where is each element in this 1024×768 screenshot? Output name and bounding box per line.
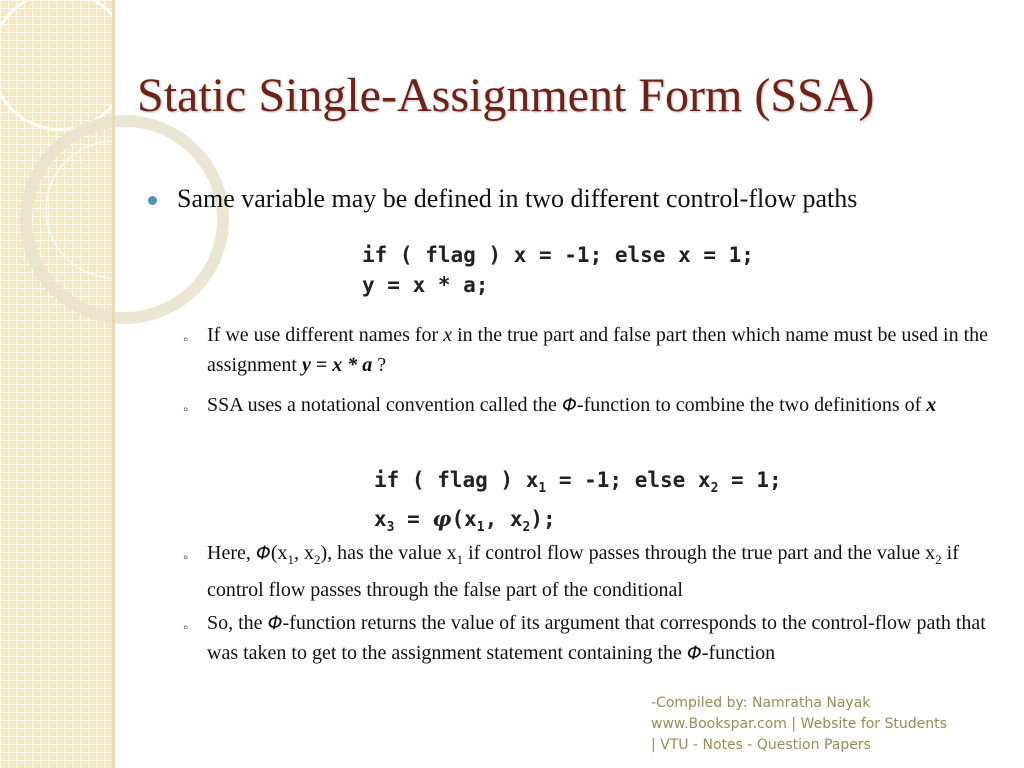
sub-bullet-marker: ◦ bbox=[183, 550, 189, 566]
code-block-2: if ( flag ) $x_1 = -1$; else $x_2 = 1$; $x_3 = \varphi(x_1$, $x_2$); bbox=[374, 468, 782, 536]
code-line: if ( flag ) x = -1; else x = 1; bbox=[362, 243, 754, 267]
phi-symbol: Φ bbox=[561, 394, 577, 416]
side-panel-edge bbox=[112, 0, 115, 768]
footer-line: | VTU - Notes - Question Papers bbox=[651, 737, 871, 753]
sub-bullet-marker: ◦ bbox=[183, 402, 189, 418]
sub-bullet-4: So, the Φ-function returns the value of its argument that corresponds to the control-flow path that was taken to get to the assignment statement containing the Φ-function bbox=[207, 612, 986, 664]
footer-line: -Compiled by: Namratha Nayak bbox=[651, 695, 871, 711]
sub-bullet-1: If we use different names for x in the true part and false part then which name must be used in the assignment y = x * a ? bbox=[207, 324, 989, 376]
decorative-side-panel bbox=[0, 0, 112, 768]
sub-bullet-3: Here, $\Phi(x_1$, $x_2$), has the value $x_1$ if control flow passes through the true part and the value $x_2$ if control flow passes through the false part of the conditional bbox=[207, 542, 959, 601]
sub-bullet-2: SSA uses a notational convention called the Φ-function to combine the two definitions of x bbox=[207, 394, 937, 416]
phi-symbol: Φ bbox=[255, 542, 271, 564]
bullet-dot bbox=[148, 196, 157, 205]
code-block-1 bbox=[362, 240, 754, 300]
bullet-text: Same variable may be defined in two different control-flow paths bbox=[177, 184, 858, 213]
sub-bullet-marker: ◦ bbox=[183, 620, 189, 636]
footer-line: www.Bookspar.com | Website for Students bbox=[651, 716, 947, 732]
phi-symbol: Φ bbox=[686, 642, 702, 664]
footer-credits bbox=[651, 693, 947, 756]
phi-symbol: Φ bbox=[267, 612, 283, 634]
code-line: y = x * a; bbox=[362, 273, 489, 297]
sub-bullet-marker: ◦ bbox=[183, 332, 189, 348]
slide-title: Static Single-Assignment Form (SSA) bbox=[137, 69, 875, 122]
